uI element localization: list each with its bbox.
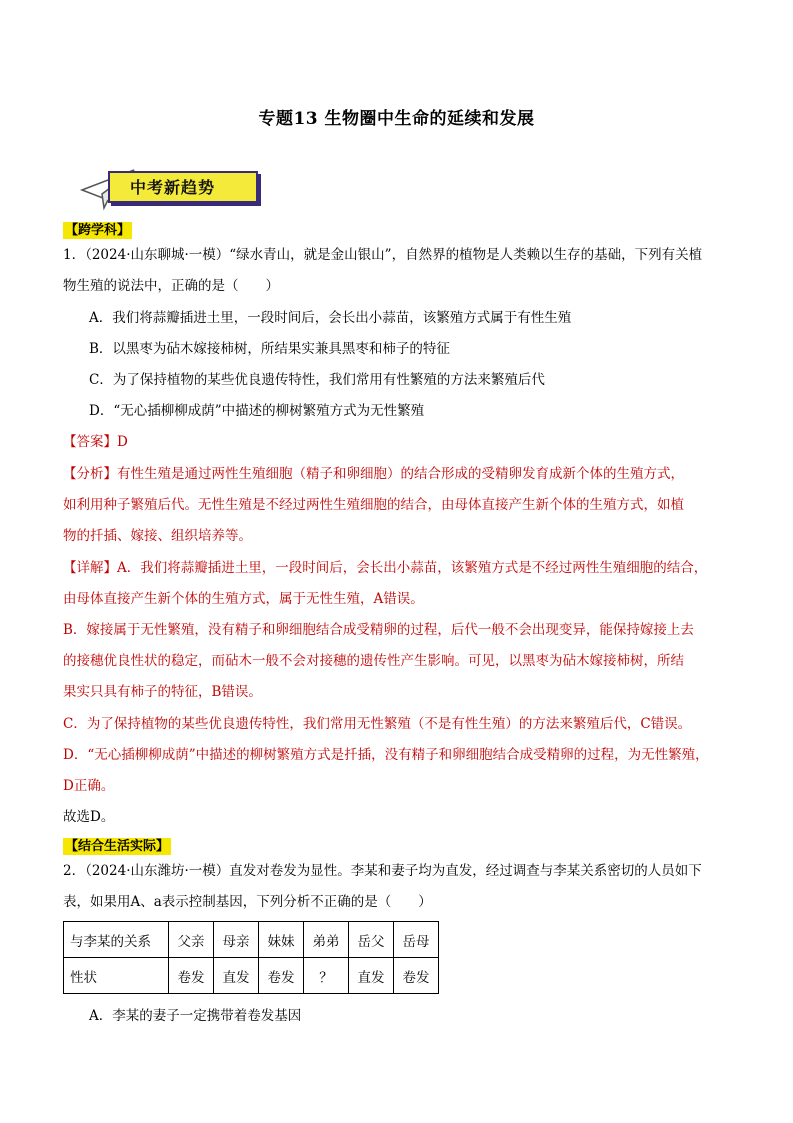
q1-stem-line1: 1．（2024·山东聊城·一模）“绿水青山，就是金山银山”，自然界的植物是人类赖以生存的基础，下列有关植 — [63, 247, 703, 263]
table-cell: 岳父 — [349, 922, 394, 958]
q2-option-a: A．李某的妻子一定携带着卷发基因 — [89, 1008, 302, 1024]
q1-option-b: B．以黑枣为砧木嫁接柿树，所结果实兼具黑枣和柿子的特征 — [89, 341, 450, 357]
q1-detail-line3: B．嫁接属于无性繁殖，没有精子和卵细胞结合成受精卵的过程，后代一般不会出现变异，能保持嫁接上去 — [63, 622, 694, 638]
q1-detail-line2: 由母体直接产生新个体的生殖方式，属于无性生殖，A错误。 — [63, 591, 424, 607]
table-cell: 卷发 — [394, 958, 439, 994]
analysis-label: 【分析】 — [63, 466, 117, 482]
q1-detail-line7: D．“无心插柳柳成荫”中描述的柳树繁殖方式是扦插，没有精子和卵细胞结合成受精卵的过程，为无性繁殖， — [63, 747, 709, 763]
q1-analysis-line2: 如利用种子繁殖后代。无性生殖是不经过两性生殖细胞的结合，由母体直接产生新个体的生殖方式，如植 — [63, 497, 684, 513]
q1-stem-line2: 物生殖的说法中，正确的是（ ） — [63, 278, 279, 294]
table-cell: 弟弟 — [304, 922, 349, 958]
q1-option-d: D．“无心插柳柳成荫”中描述的柳树繁殖方式为无性繁殖 — [89, 403, 425, 419]
table-cell: 岳母 — [394, 922, 439, 958]
table-cell: 妹妹 — [259, 922, 304, 958]
table-cell: 卷发 — [169, 958, 214, 994]
table-header-row — [64, 922, 439, 958]
q2-stem-line2: 表，如果用A、a表示控制基因，下列分析不正确的是（ ） — [63, 894, 432, 910]
q1-detail-line5: 果实只具有柿子的特征，B错误。 — [63, 684, 262, 700]
q1-answer: 【答案】D — [63, 434, 128, 450]
q2-stem-line1: 2．（2024·山东潍坊·一模）直发对卷发为显性。李某和妻子均为直发，经过调查与李某关系密切的人员如下 — [63, 863, 702, 879]
table-cell: 直发 — [214, 958, 259, 994]
q1-conclusion: 故选D。 — [63, 809, 115, 825]
q1-detail-line8: D正确。 — [63, 778, 115, 794]
relationship-table — [63, 921, 439, 994]
q1-option-a: A．我们将蒜瓣插进土里，一段时间后，会长出小蒜苗，该繁殖方式属于有性生殖 — [89, 310, 572, 326]
table-cell: 卷发 — [259, 958, 304, 994]
banner-label: 中考新趋势 — [130, 178, 216, 197]
detail-text-1: A．我们将蒜瓣插进土里，一段时间后，会长出小蒜苗，该繁殖方式是不经过两性生殖细胞的结合， — [117, 560, 708, 576]
table-cell: ？ — [304, 958, 349, 994]
q1-detail-line1 — [63, 558, 707, 578]
section-banner — [78, 166, 264, 212]
q1-detail-line4: 的接穗优良性状的稳定，而砧木一般不会对接穗的遗传性产生影响。可见，以黑枣为砧木嫁接柿树，所结 — [63, 653, 684, 669]
page-title: 专题13 生物圈中生命的延续和发展 — [258, 109, 535, 129]
table-cell: 性状 — [64, 958, 169, 994]
analysis-text-1: 有性生殖是通过两性生殖细胞（精子和卵细胞）的结合形成的受精卵发育成新个体的生殖方式， — [117, 466, 684, 482]
table-cell: 父亲 — [169, 922, 214, 958]
q1-detail-line6: C．为了保持植物的某些优良遗传特性，我们常用无性繁殖（不是有性生殖）的方法来繁殖后代，C错误。 — [63, 716, 692, 732]
q1-analysis-line3: 物的扦插、嫁接、组织培养等。 — [63, 528, 252, 544]
q1-analysis-line1 — [63, 464, 684, 484]
table-cell: 与李某的关系 — [64, 922, 169, 958]
table-cell: 直发 — [349, 958, 394, 994]
q2-tag: 【结合生活实际】 — [65, 839, 170, 854]
table-row — [64, 958, 439, 994]
detail-label: 【详解】 — [63, 560, 117, 576]
q1-option-c: C．为了保持植物的某些优良遗传特性，我们常用有性繁殖的方法来繁殖后代 — [89, 372, 545, 388]
table-cell: 母亲 — [214, 922, 259, 958]
q1-tag: 【跨学科】 — [65, 223, 131, 238]
